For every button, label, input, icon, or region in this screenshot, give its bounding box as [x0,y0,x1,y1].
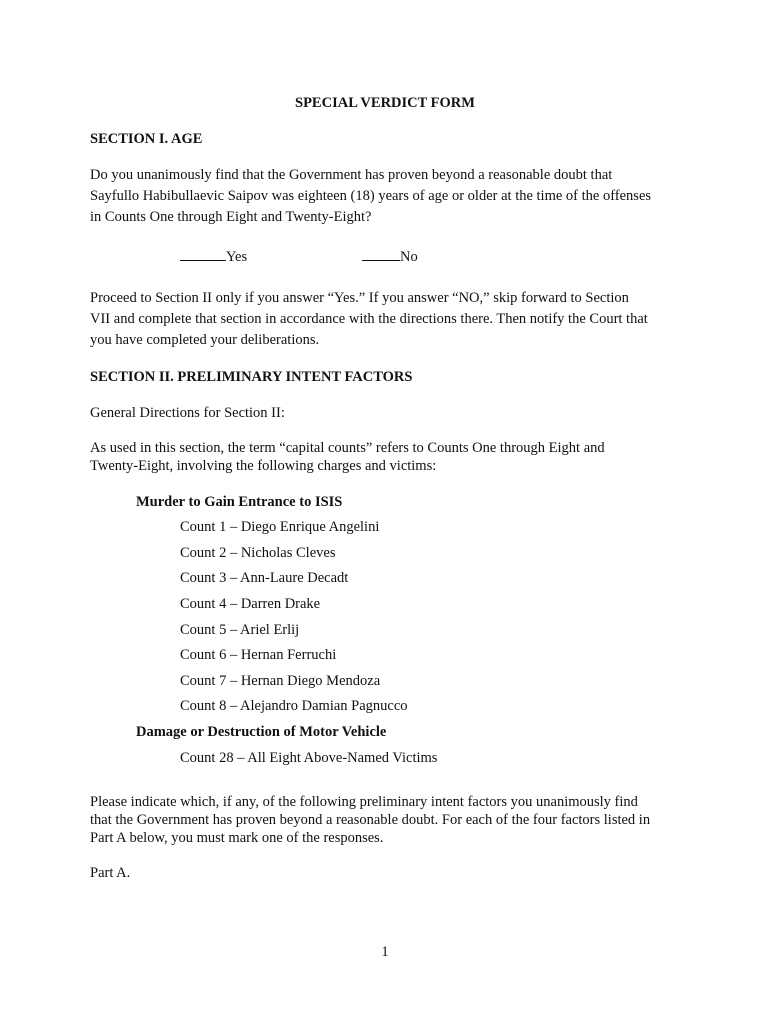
count-list-item: Count 1 – Diego Enrique Angelini [180,519,380,535]
general-directions: General Directions for Section II: [90,405,285,421]
yes-option[interactable] [180,247,247,267]
count-list-item: Count 6 – Hernan Ferruchi [180,647,337,663]
count-list-item: Count 28 – All Eight Above-Named Victims [180,750,438,766]
section-2-heading: SECTION II. PRELIMINARY INTENT FACTORS [90,369,413,385]
section-1-instructions-line-1: Proceed to Section II only if you answer “Yes.” If you answer “NO,” skip forward to Section [90,290,629,306]
please-indicate-line-2: that the Government has proven beyond a reasonable doubt. For each of the four factors listed in [90,812,651,828]
yes-label: Yes [226,249,248,265]
yes-blank-line[interactable] [180,247,226,261]
no-option[interactable] [362,247,418,267]
count-list-item: Count 7 – Hernan Diego Mendoza [180,673,381,689]
form-title: SPECIAL VERDICT FORM [295,95,475,111]
count-list-item: Count 3 – Ann-Laure Decadt [180,570,349,586]
section-1-heading: SECTION I. AGE [90,131,203,147]
group-1-heading: Murder to Gain Entrance to ISIS [136,494,343,510]
age-question-line-3: in Counts One through Eight and Twenty-Eight? [90,209,372,225]
age-question-line-2: Sayfullo Habibullaevic Saipov was eighteen (18) years of age or older at the time of the offenses [90,188,652,204]
page-number: 1 [381,944,389,960]
group-2-heading: Damage or Destruction of Motor Vehicle [136,724,387,740]
section-1-instructions-line-2: VII and complete that section in accordance with the directions there. Then notify the Court that [90,311,648,327]
please-indicate-line-1: Please indicate which, if any, of the following preliminary intent factors you unanimously find [90,794,638,810]
definition-line-2: Twenty-Eight, involving the following charges and victims: [90,458,437,474]
no-label: No [400,249,418,265]
section-1-instructions-line-3: you have completed your deliberations. [90,332,320,348]
count-list-item: Count 8 – Alejandro Damian Pagnucco [180,698,408,714]
definition-line-1: As used in this section, the term “capital counts” refers to Counts One through Eight and [90,440,605,456]
please-indicate-line-3: Part A below, you must mark one of the responses. [90,830,384,846]
part-a-label: Part A. [90,865,131,881]
count-list-item: Count 4 – Darren Drake [180,596,321,612]
count-list-item: Count 2 – Nicholas Cleves [180,545,336,561]
age-question-line-1: Do you unanimously find that the Government has proven beyond a reasonable doubt that [90,167,613,183]
count-list-item: Count 5 – Ariel Erlij [180,622,300,638]
no-blank-line[interactable] [362,247,400,261]
